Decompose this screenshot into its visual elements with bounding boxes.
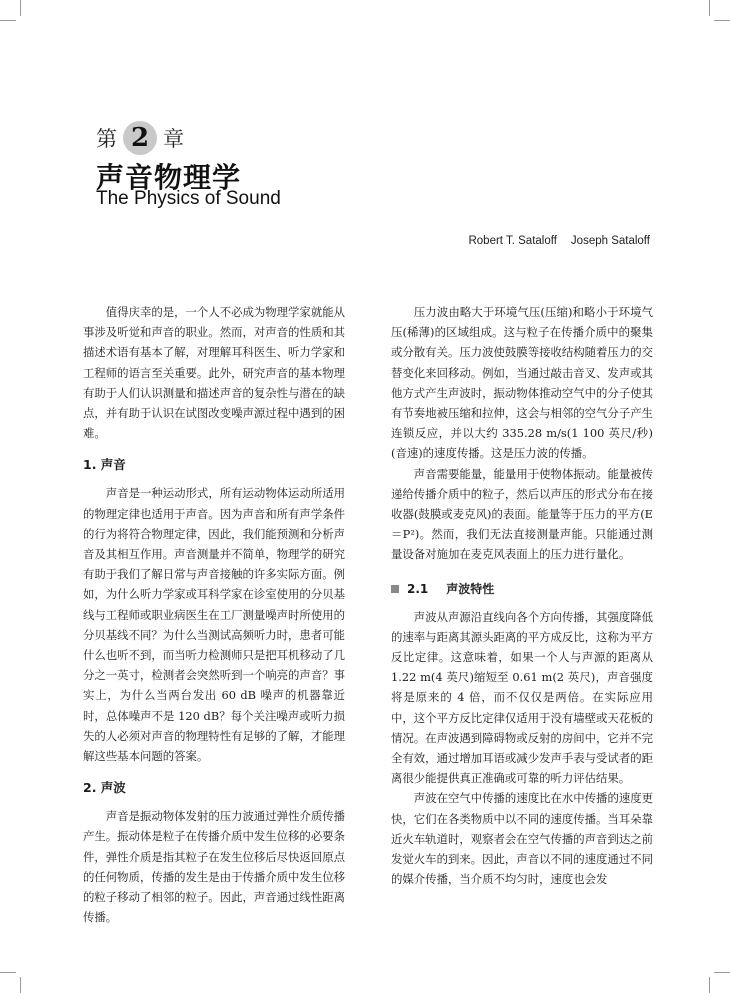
section-sound-waves-paragraph: 声音是振动物体发射的压力波通过弹性介质传播产生。振动体是粒子在传播介质中发生位移的必要条件，弹性介质是指其粒子在发生位移后尽快返回原点的任何物质，传播的发生是由于传播介质中发生位移的粒子移动了相邻的粒子。因此，声音通过线性距离传播。 (83, 809, 346, 925)
section-heading-sound-waves: 2. 声波 (83, 780, 126, 796)
square-bullet-icon (391, 585, 399, 593)
left-column (83, 302, 345, 927)
chapter-prefix: 第 (96, 127, 117, 151)
section-heading-sound: 1. 声音 (83, 457, 126, 473)
crop-mark-top-left-2 (0, 20, 16, 21)
right-column (391, 302, 653, 889)
subsection-number: 2.1 (407, 581, 429, 596)
author-1: Robert T. Sataloff (468, 235, 557, 247)
crop-mark-bottom-left (20, 977, 21, 993)
chapter-title-english: The Physics of Sound (96, 188, 281, 209)
crop-mark-top-right-2 (714, 20, 730, 21)
authors (468, 235, 650, 247)
chapter-suffix: 章 (163, 127, 184, 151)
crop-mark-top-left (20, 0, 21, 16)
intro-paragraph: 值得庆幸的是，一个人不必成为物理学家就能从事涉及听觉和声音的职业。然而，对声音的性质和其描述术语有基本了解，对理解耳科医生、听力学家和工程师的语言至关重要。此外，研究声音的基本物理有助于人们认识测量和描述声音的复杂性与潜在的缺点，并有助于认识在试图改变噪声源过程中遇到的困难。 (83, 305, 346, 441)
chapter-number-badge: 2 (123, 121, 157, 155)
crop-mark-bottom-right (709, 977, 710, 993)
crop-mark-top-right (709, 0, 710, 16)
author-2: Joseph Sataloff (570, 235, 650, 247)
speed-of-sound-paragraph: 声波在空气中传播的速度比在水中传播的速度更快，它们在各类物质中以不同的速度传播。当耳朵靠近火车轨道时，观察者会在空气传播的声音到达之前发觉火车的到来。因此，声音以不同的速度通过不同的媒介传播，当介质不均匀时，速度也会发 (391, 791, 654, 887)
crop-mark-bottom-left-2 (0, 972, 16, 973)
energy-paragraph: 声音需要能量，能量用于使物体振动。能量被传递给传播介质中的粒子，然后以声压的形式分布在接收器(鼓膜或麦克风)的表面。能量等于压力的平方(E＝P²)。然而，我们无法直接测量声能。只能通过测量设备对施加在麦克风表面上的压力进行量化。 (391, 466, 654, 562)
chapter-label (96, 118, 184, 158)
subsection-heading (391, 579, 653, 599)
pressure-wave-paragraph: 压力波由略大于环境气压(压缩)和略小于环境气压(稀薄)的区域组成。这与粒子在传播介质中的聚集或分散有关。压力波使鼓膜等接收结构随着压力的交替变化来回移动。例如，当通过敲击音叉、发声或其他方式产生声波时，振动物体推动空气中的分子使其有节奏地被压缩和拉伸，这会与相邻的空气分子产生连锁反应，并以大约 335.28 m/s(1 100 英尺/秒)(音速)的速度传播。这是压力波的传播。 (391, 305, 653, 461)
subsection-title: 声波特性 (446, 581, 495, 596)
section-sound-paragraph: 声音是一种运动形式，所有运动物体运动所适用的物理定律也适用于声音。因为声音和所有声学条件的行为将符合物理定律，因此，我们能预测和分析声音及其相互作用。声音测量并不简单，物理学的研究有助于我们了解日常与声音接触的许多实际方面。例如，为什么听力学家或耳科学家在诊室使用的分贝基线与工程师或职业病医生在工厂测量噪声时所使用的分贝基线不同？为什么当测试高频听力时，患者可能什么也听不到，而当听力检测师只是把耳机移动了几分之一英寸，检测者会突然听到一个响亮的声音？事实上，为什么当两台发出 60 dB 噪声的机器靠近时，总体噪声不是 120 dB？每个关注噪声或听力损失的人必须对声音的物理特性有足够的了解，才能理解这些基本问题的答案。 (83, 486, 346, 764)
crop-mark-bottom-right-2 (714, 972, 730, 973)
chapter-title-chinese: 声音物理学 (96, 161, 242, 194)
inverse-square-paragraph: 声波从声源沿直线向各个方向传播，其强度降低的速率与距离其源头距离的平方成反比，这称为平方反比定律。这意味着，如果一个人与声源的距离从 1.22 m(4 英尺)缩短至 0.61 m(2 英尺)，声音强度将是原来的 4 倍，而不仅仅是两倍。在实际应用中，这个平方反比定律仅适用于没有墙壁或天花板的情况。在声波遇到障碍物或反射的房间中，它并不完全有效，通过增加耳语或减少发声手表与受试者的距离很少能提供真正准确或可靠的听力评估结果。 (391, 609, 654, 786)
